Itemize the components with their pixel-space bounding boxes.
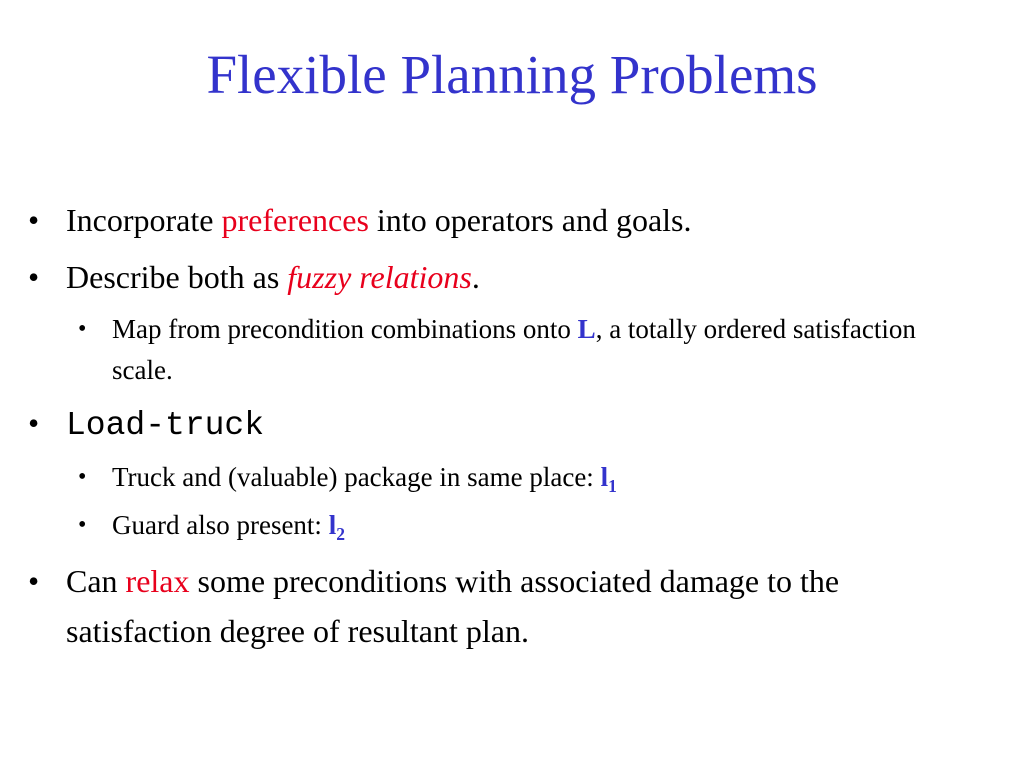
bullet-text-post: into operators and goals. (368, 202, 692, 238)
bullet-load-truck (28, 398, 986, 451)
highlight-fuzzy-relations: fuzzy relations (287, 259, 472, 295)
highlight-scale-L: L (577, 314, 596, 344)
subbullet-truck-package (78, 457, 992, 498)
highlight-relax: relax (125, 563, 190, 599)
bullet-text-pre: Incorporate (66, 202, 222, 238)
bullet-icon: • (28, 259, 40, 295)
highlight-l2 (328, 510, 345, 545)
highlight-preferences: preferences (221, 202, 369, 238)
subbullet-guard (78, 505, 992, 546)
subscript-2: 2 (336, 524, 345, 545)
symbol-l: l (600, 462, 609, 492)
bullet-icon: • (78, 316, 87, 342)
bullet-fuzzy-relations (28, 252, 986, 302)
bullet-text-pre: Guard also present: (112, 510, 329, 540)
bullet-text-post: some preconditions with associated damage to the satisfaction degree of resultant plan. (66, 563, 840, 649)
bullet-icon: • (78, 512, 87, 538)
bullet-icon: • (28, 202, 40, 238)
bullet-text-pre: Can (66, 563, 126, 599)
bullet-icon: • (78, 464, 87, 490)
bullet-text-pre: Describe both as (66, 259, 288, 295)
bullet-text-pre: Truck and (valuable) package in same place: (112, 462, 601, 492)
highlight-l1 (600, 462, 617, 497)
subscript-1: 1 (608, 476, 617, 497)
bullet-text-post: . (471, 259, 480, 295)
subbullet-map-precondition (78, 309, 972, 391)
bullet-text-pre: Map from precondition combinations onto (112, 314, 578, 344)
bullet-icon: • (28, 405, 40, 441)
symbol-l: l (328, 510, 337, 540)
bullet-text-post: , a totally ordered satisfaction scale. (112, 314, 916, 385)
code-load-truck: Load-truck (66, 407, 265, 444)
bullet-icon: • (28, 563, 40, 599)
bullet-relax (28, 556, 986, 656)
slide-title: Flexible Planning Problems (206, 44, 818, 105)
bullet-preferences (28, 195, 986, 245)
